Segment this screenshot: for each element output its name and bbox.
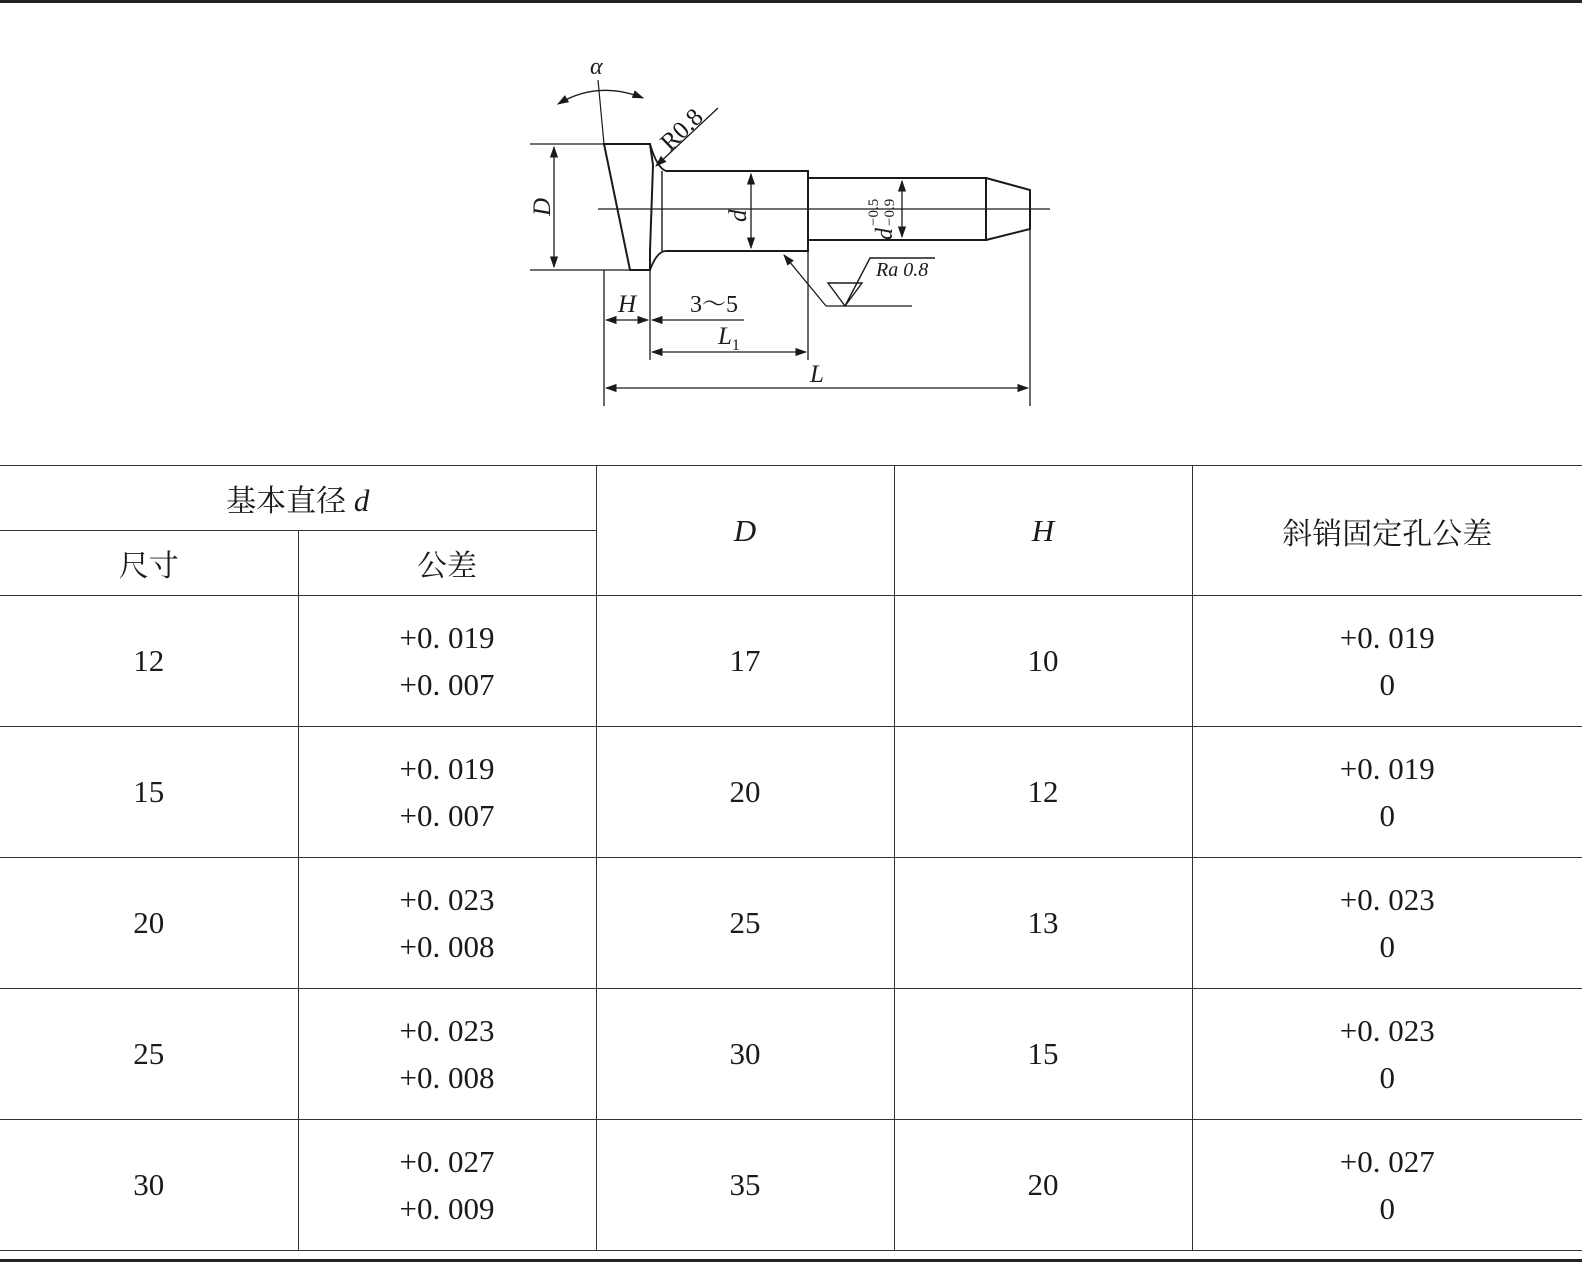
tolerance-upper: +0. 027 <box>399 1144 495 1179</box>
d-label: d <box>725 209 752 222</box>
pin-head-outline <box>604 144 653 270</box>
L-label: L <box>810 361 824 388</box>
hole-tolerance-cell <box>1192 858 1582 989</box>
H-label: H <box>618 291 637 318</box>
alpha-label: α <box>590 54 603 80</box>
D-cell: 25 <box>596 858 894 989</box>
d-tol-base-label: d <box>872 228 898 240</box>
table-row <box>0 858 1582 989</box>
tolerance-upper: +0. 019 <box>399 620 495 655</box>
L1-label: $L_1$ <box>718 323 740 354</box>
H-cell: 13 <box>894 858 1192 989</box>
size-cell: 15 <box>0 727 298 858</box>
H-cell: 15 <box>894 989 1192 1120</box>
tolerance-lower: +0. 009 <box>399 1191 495 1226</box>
roughness-leader <box>784 255 826 306</box>
roughness-label: Ra 0.8 <box>876 259 929 281</box>
hole-tolerance-cell <box>1192 1120 1582 1251</box>
d-tol-lower-label: −0.9 <box>882 198 898 226</box>
angle-pin-drawing <box>0 0 1582 440</box>
table-row <box>0 727 1582 858</box>
tolerance-cell <box>298 596 596 727</box>
D-cell: 20 <box>596 727 894 858</box>
D-label: D <box>529 197 556 216</box>
tolerance-upper: +0. 023 <box>399 1013 495 1048</box>
hole-tolerance-lower: 0 <box>1379 798 1395 833</box>
size-cell: 20 <box>0 858 298 989</box>
tolerance-lower: +0. 007 <box>399 798 495 833</box>
table-row <box>0 1120 1582 1251</box>
H-cell: 20 <box>894 1120 1192 1251</box>
table-header-row <box>0 466 1582 531</box>
tolerance-upper: +0. 023 <box>399 882 495 917</box>
basic-diameter-header: 基本直径 d <box>0 466 596 531</box>
hole-tolerance-header: 斜销固定孔公差 <box>1192 466 1582 596</box>
tolerance-upper: +0. 019 <box>399 751 495 786</box>
pin-dimension-table <box>0 465 1582 1251</box>
hole-tolerance-cell <box>1192 596 1582 727</box>
D-cell: 17 <box>596 596 894 727</box>
range-label: 3～5 <box>690 292 738 318</box>
tolerance-cell <box>298 1120 596 1251</box>
size-header: 尺寸 <box>0 531 298 596</box>
hole-tolerance-lower: 0 <box>1379 1191 1395 1226</box>
hole-tolerance-upper: +0. 023 <box>1339 882 1435 917</box>
tolerance-lower: +0. 008 <box>399 1060 495 1095</box>
H-cell: 12 <box>894 727 1192 858</box>
tolerance-cell <box>298 727 596 858</box>
bottom-rule <box>0 1259 1582 1262</box>
size-cell: 12 <box>0 596 298 727</box>
tolerance-lower: +0. 008 <box>399 929 495 964</box>
hole-tolerance-lower: 0 <box>1379 929 1395 964</box>
tolerance-cell <box>298 858 596 989</box>
hole-tolerance-upper: +0. 019 <box>1339 751 1435 786</box>
hole-tolerance-upper: +0. 019 <box>1339 620 1435 655</box>
hole-tolerance-lower: 0 <box>1379 1060 1395 1095</box>
hole-tolerance-lower: 0 <box>1379 667 1395 702</box>
radius-label: R0.8 <box>655 103 709 157</box>
d-tol-upper-label: −0.5 <box>866 198 882 226</box>
size-cell: 25 <box>0 989 298 1120</box>
hole-tolerance-upper: +0. 023 <box>1339 1013 1435 1048</box>
tolerance-lower: +0. 007 <box>399 667 495 702</box>
table-row <box>0 596 1582 727</box>
table-row <box>0 989 1582 1120</box>
tolerance-cell <box>298 989 596 1120</box>
hole-tolerance-cell <box>1192 989 1582 1120</box>
D-cell: 35 <box>596 1120 894 1251</box>
H-cell: 10 <box>894 596 1192 727</box>
head-taper-line <box>604 144 630 270</box>
hole-tolerance-upper: +0. 027 <box>1339 1144 1435 1179</box>
D-cell: 30 <box>596 989 894 1120</box>
size-cell: 30 <box>0 1120 298 1251</box>
H-header: H <box>894 466 1192 596</box>
D-header: D <box>596 466 894 596</box>
hole-tolerance-cell <box>1192 727 1582 858</box>
tolerance-header: 公差 <box>298 531 596 596</box>
